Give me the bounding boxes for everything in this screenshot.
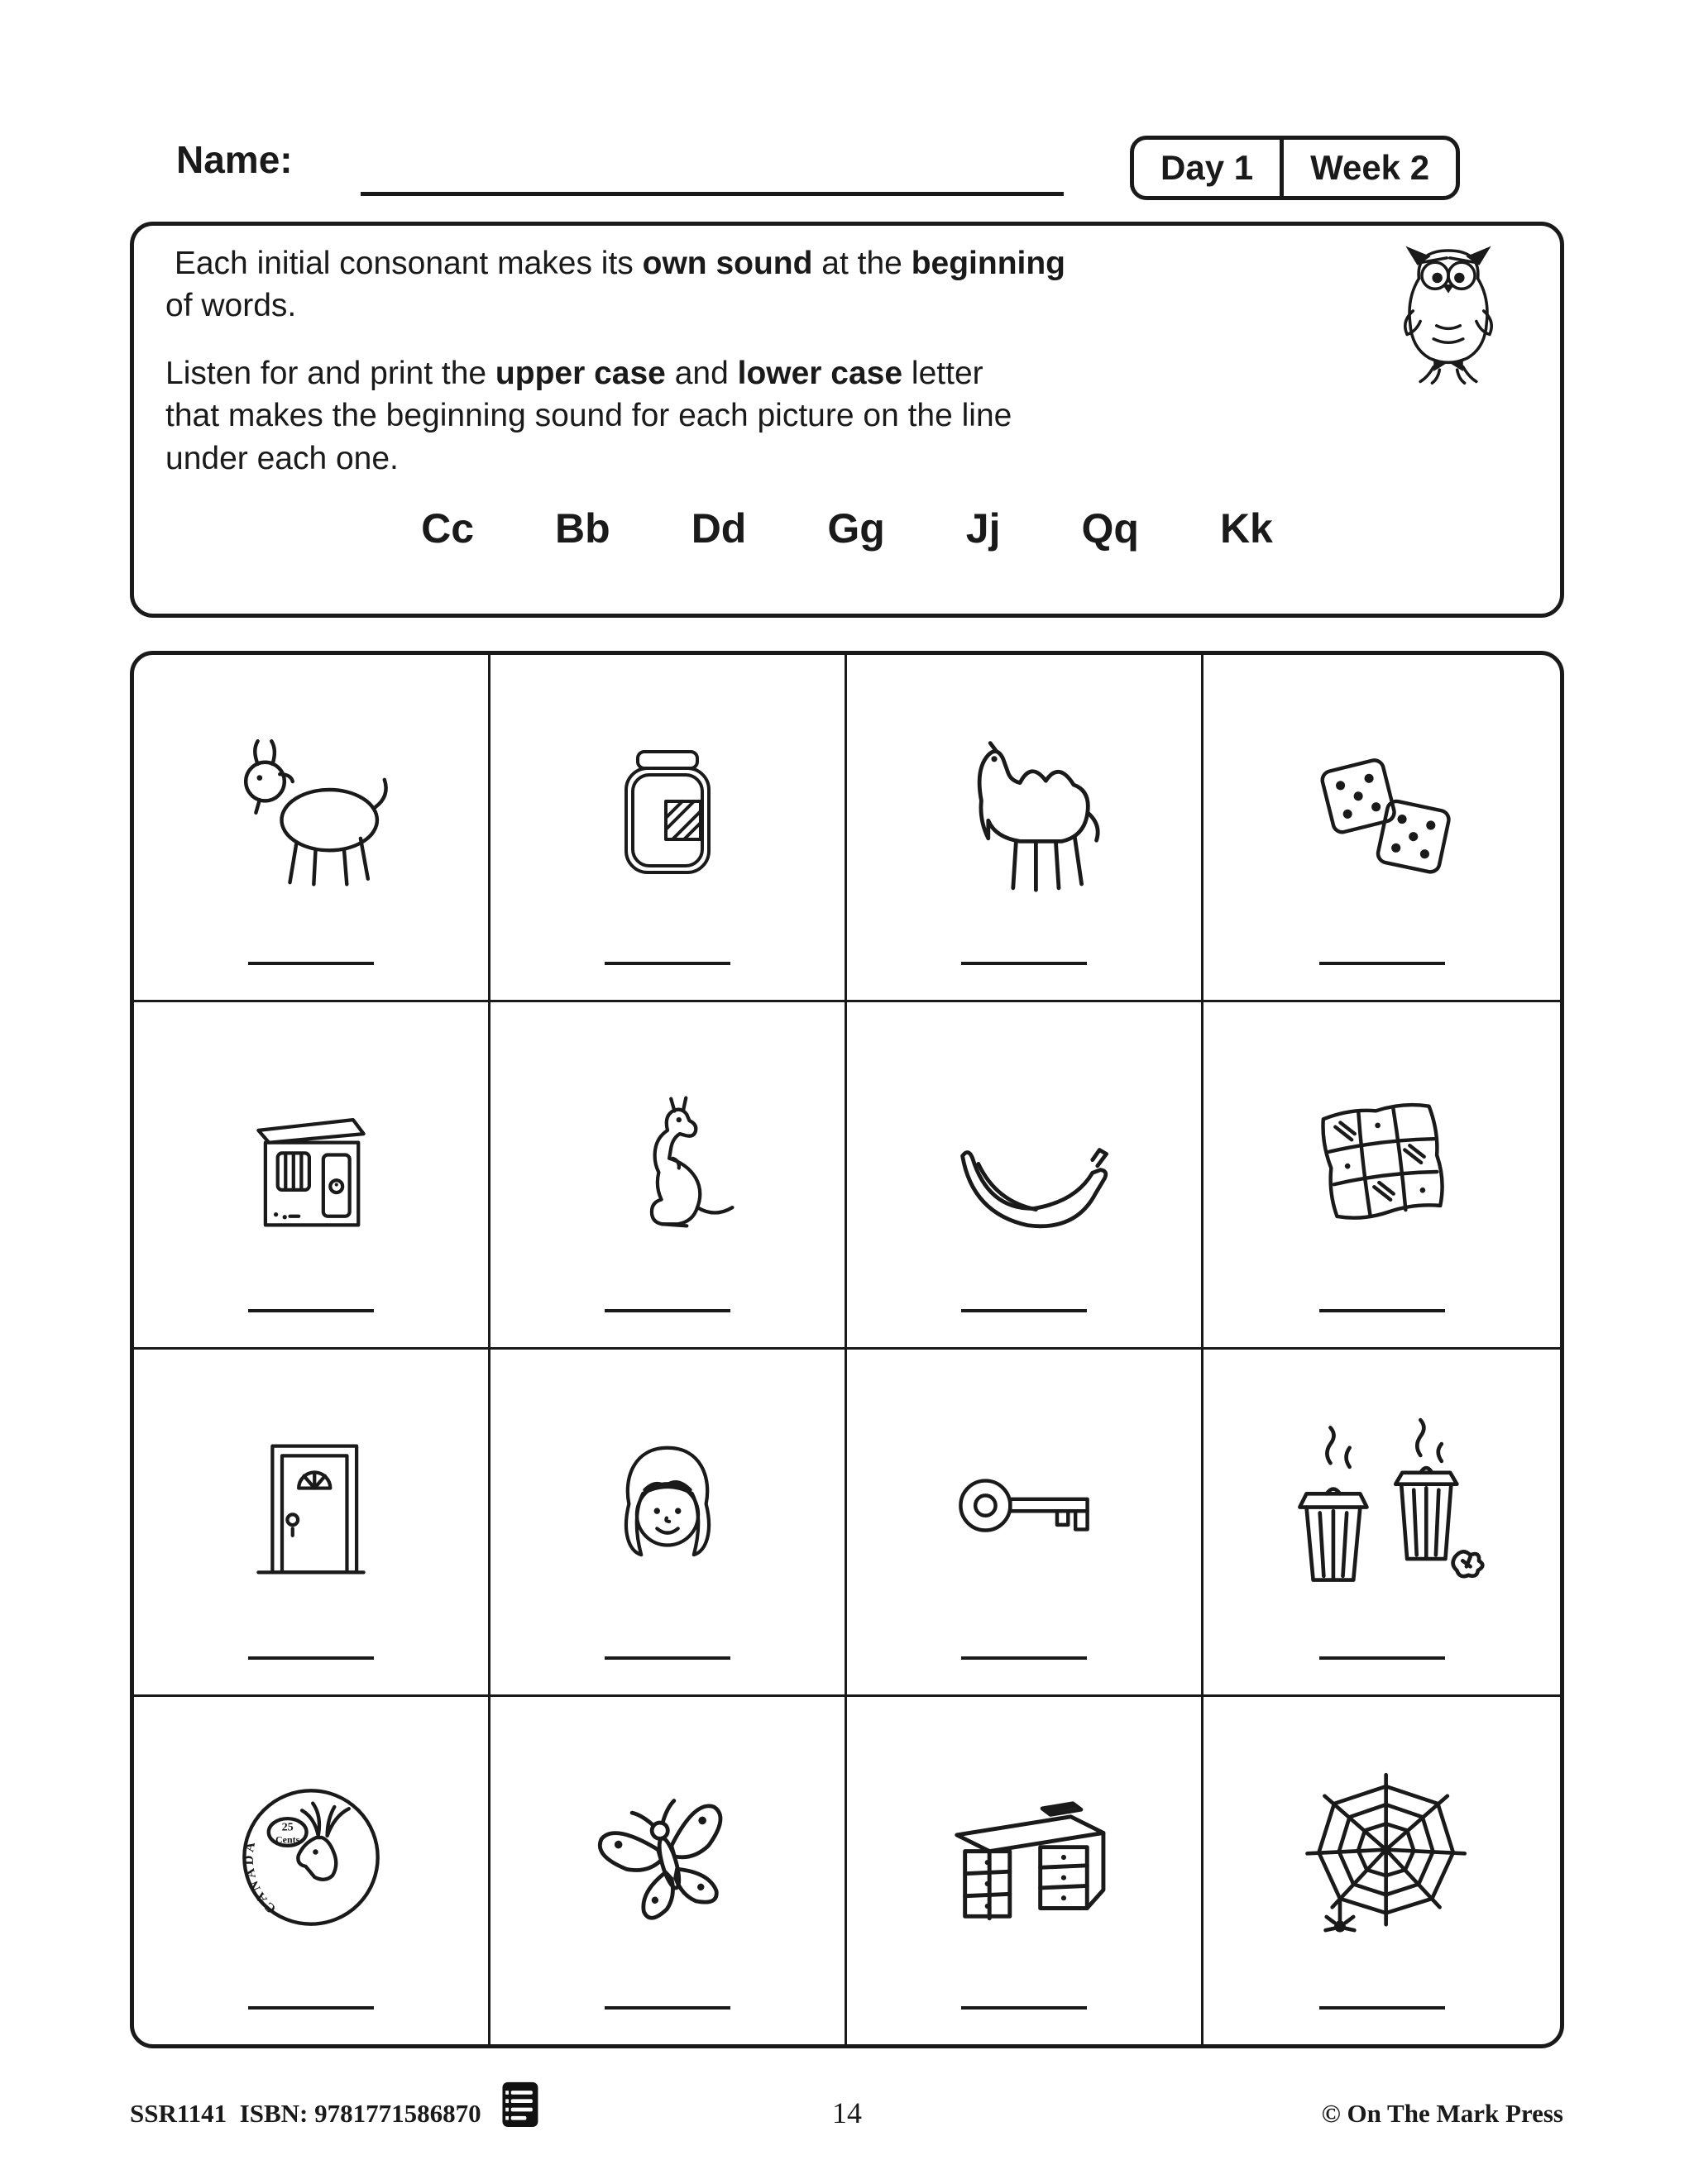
svg-text:CANADA: CANADA <box>240 1838 280 1918</box>
answer-blank <box>961 1309 1087 1312</box>
day-week-badge <box>1130 136 1460 200</box>
cell-dice <box>1204 655 1560 1002</box>
cell-desk <box>847 1697 1204 2044</box>
butterfly-icon <box>497 1708 838 2006</box>
goat-icon <box>141 667 481 962</box>
instruction-paragraph-1: Each initial consonant makes its own sound at the beginning of words. <box>165 246 1066 324</box>
girl-icon <box>497 1361 838 1656</box>
cell-cobweb <box>1204 1697 1560 2044</box>
answer-blank <box>1319 1309 1445 1312</box>
svg-text:Cents: Cents <box>275 1833 300 1846</box>
footer-publisher: © On The Mark Press <box>1321 2099 1563 2128</box>
quarter-coin-icon <box>141 1708 481 2006</box>
cell-goat <box>134 655 490 1002</box>
dice-icon <box>1210 667 1553 962</box>
cell-butterfly <box>490 1697 847 2044</box>
banana-icon <box>854 1014 1194 1309</box>
key-icon <box>854 1361 1194 1656</box>
name-blank-line <box>361 192 1064 196</box>
answer-blank <box>1319 962 1445 965</box>
cell-jar <box>490 655 847 1002</box>
cell-door <box>134 1350 490 1697</box>
picture-grid <box>130 651 1564 2048</box>
page-number: 14 <box>832 2096 862 2129</box>
desk-icon <box>854 1708 1194 2006</box>
answer-blank <box>248 2006 374 2010</box>
cell-banana <box>847 1002 1204 1350</box>
camel-icon <box>854 667 1194 962</box>
letter-bb: Bb <box>555 505 610 552</box>
cell-kangaroo <box>490 1002 847 1350</box>
quilt-icon <box>1210 1014 1553 1309</box>
letter-gg: Gg <box>827 505 885 552</box>
letter-jj: Jj <box>965 505 1001 552</box>
owl-icon <box>1375 237 1522 392</box>
cell-garbage <box>1204 1350 1560 1697</box>
answer-blank <box>605 962 730 965</box>
cell-quilt <box>1204 1002 1560 1350</box>
barn-icon <box>141 1014 481 1309</box>
letter-qq: Qq <box>1081 505 1139 552</box>
answer-blank <box>1319 2006 1445 2010</box>
letter-dd: Dd <box>691 505 747 552</box>
instruction-box <box>130 222 1564 618</box>
answer-blank <box>605 1656 730 1660</box>
answer-blank <box>248 962 374 965</box>
cell-key <box>847 1350 1204 1697</box>
cell-quarter <box>134 1697 490 2044</box>
kangaroo-icon <box>497 1014 838 1309</box>
answer-blank <box>605 2006 730 2010</box>
letter-kk: Kk <box>1219 505 1273 552</box>
answer-blank <box>961 962 1087 965</box>
answer-blank <box>605 1309 730 1312</box>
garbage-icon <box>1210 1361 1553 1656</box>
letter-choices <box>165 504 1529 552</box>
svg-text:25: 25 <box>281 1820 294 1834</box>
name-label: Name: <box>176 138 293 181</box>
jar-icon <box>497 667 838 962</box>
answer-blank <box>961 1656 1087 1660</box>
answer-blank <box>1319 1656 1445 1660</box>
letter-cc: Cc <box>421 505 475 552</box>
cell-girl <box>490 1350 847 1697</box>
footer-isbn: SSR1141 ISBN: 9781771586870 <box>130 2099 481 2128</box>
cell-barn <box>134 1002 490 1350</box>
day-label: Day 1 <box>1160 148 1254 187</box>
cell-camel <box>847 655 1204 1002</box>
instruction-paragraph-2: Listen for and print the upper case and lower case letter that makes the beginning sound for each picture on the line under each one. <box>165 355 1012 476</box>
answer-blank <box>961 2006 1087 2010</box>
cobweb-icon <box>1210 1708 1553 2006</box>
week-label: Week 2 <box>1310 148 1430 187</box>
door-icon <box>141 1361 481 1656</box>
answer-blank <box>248 1656 374 1660</box>
answer-blank <box>248 1309 374 1312</box>
